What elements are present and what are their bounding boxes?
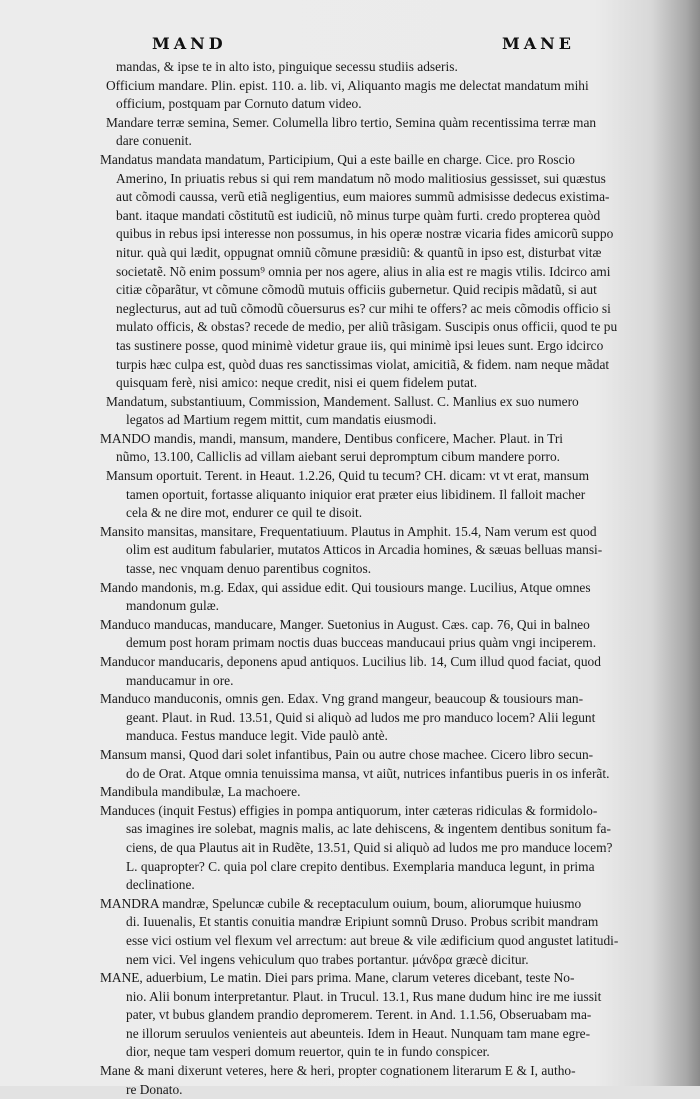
- text-line: ciens, de qua Plautus ait in Rudẽte, 13.51, Quid si aliquò ad ludos me pro manduce locem?: [126, 839, 613, 855]
- text-line: do de Orat. Atque omnia tenuissima mansa, vt aiũt, nutrices infantibus pueris in os inferãt.: [126, 765, 610, 781]
- text-line: sas imagines ire solebat, magnis malis, ac late dehiscens, & ingentem dentibus sonitum fa-: [126, 821, 611, 837]
- text-line: citiæ cõparãtur, vt cõmune cõmodũ mutuis officiis gubernetur. Quid recipis mãdatũ, si aut: [116, 282, 597, 298]
- text-line: pater, vt bubus glandem prandio depromerem. Terent. in And. 1.1.56, Obseruabam ma-: [126, 1007, 592, 1023]
- text-line: Mansum mansi, Quod dari solet infantibus, Pain ou autre chose machee. Cicero libro secun-: [100, 746, 594, 762]
- text-line: demum post horam primam noctis duas bucceas manducaui prius quàm vngi inciperem.: [126, 635, 597, 651]
- dictionary-text-column: [100, 58, 630, 1099]
- text-line: di. Iuuenalis, Et stantis conuitia mandræ Eripiunt somnũ Druso. Probus scribit mandram: [126, 914, 599, 930]
- text-line: Mando mandonis, m.g. Edax, qui assidue edit. Qui tousiours mange. Lucilius, Atque omnes: [100, 579, 591, 595]
- text-line: Manduco manducas, manducare, Manger. Suetonius in August. Cæs. cap. 76, Qui in balneo: [100, 616, 590, 632]
- text-line: declinatione.: [126, 877, 195, 893]
- text-line: manduca. Festus manduce legit. Vide paulò antè.: [126, 728, 388, 744]
- text-line: re Donato.: [126, 1081, 183, 1097]
- text-line: Mandibula mandibulæ, La machoere.: [100, 784, 301, 800]
- text-line: MANDRA mandræ, Speluncæ cubile & receptaculum ouium, boum, aliorumque huiusmo: [100, 895, 582, 911]
- text-line: quibus in rebus ipsi interesse non possumus, in his operæ nostræ vicaria fides amicorũ suppo: [116, 226, 614, 242]
- text-line: nem vici. Vel ingens vehiculum quo trabes portantur. μάνδρα græcè dicitur.: [126, 951, 529, 967]
- text-line: mulato officis, & obstas? recede de medio, per aliũ trãsigam. Suscipis onus officii, quod te pu: [116, 319, 618, 335]
- text-line: Mane & mani dixerunt veteres, here & heri, propter cognationem literarum E & I, autho-: [100, 1063, 576, 1079]
- text-line: bant. itaque mandati cõstitutũ est iudiciũ, nõ minus turpe quàm furti. credo propterea quòd: [116, 207, 601, 223]
- text-line: Manduces (inquit Festus) effigies in pompa antiquorum, inter cæteras ridiculas & formidolo-: [100, 802, 598, 818]
- text-line: tamen oportuit, fortasse aliquanto iniquior erat præter eius libidinem. Il falloit macher: [126, 486, 586, 502]
- text-line: quisquam ferè, nisi amico: neque credit, nisi ei quem fidelem putat.: [116, 375, 478, 391]
- text-line: dare conuenit.: [116, 133, 192, 149]
- text-line: officium, postquam par Cornuto datum video.: [116, 96, 362, 112]
- text-line: cela & ne dire mot, endurer ce quil te disoit.: [126, 505, 363, 521]
- text-line: Mandatum, substantiuum, Commission, Mandement. Sallust. C. Manlius ex suo numero: [106, 393, 579, 409]
- running-header: [0, 34, 700, 56]
- text-line: nio. Alii bonum interpretantur. Plaut. in Trucul. 13.1, Rus mane dudum hinc ire me iussit: [126, 988, 602, 1004]
- text-line: esse vici ostium vel flexum vel arrectum: aut breue & vile ædificium quod angustet latitudi-: [126, 932, 619, 948]
- text-line: tasse, nec vnquam denuo parentibus cognitos.: [126, 561, 372, 577]
- text-line: turpis hæc culpa est, quòd duas res sanctissimas violat, amicitiã, & fidem. nam neque mãdat: [116, 356, 610, 372]
- text-line: mandas, & ipse te in alto isto, pinguique secessu studiis adseris.: [116, 59, 458, 74]
- text-line: Mansito mansitas, mansitare, Frequentatiuum. Plautus in Amphit. 15.4, Nam verum est quod: [100, 523, 597, 539]
- text-line: ne illorum seruulos venienteis aut abeunteis. Idem in Heaut. Nunquam tam mane egre-: [126, 1025, 591, 1041]
- header-left-guide-word: MAND: [152, 34, 227, 53]
- text-line: legatos ad Martium regem mittit, cum mandatis eiusmodi.: [126, 412, 437, 428]
- text-line: aut cõmodi caussa, verũ etiã negligentius, eum maiores summũ admisisse dedecus existima-: [116, 189, 610, 205]
- text-line: tas sustinere posse, quod minimè videtur graue iis, qui minimè ipsi leues sunt. Ergo idcirco: [116, 337, 604, 353]
- text-line: nũmo, 13.100, Calliclis ad villam aiebant serui depromptum cibum mandere porro.: [116, 449, 561, 465]
- text-line: Amerino, In priuatis rebus si qui rem mandatum nõ modo malitiosius gessisset, sui quæstus: [116, 170, 606, 186]
- text-line: L. quapropter? C. quia pol clare crepito dentibus. Exemplaria manduca legunt, in prima: [126, 858, 595, 874]
- header-right-guide-word: MANE: [502, 34, 575, 53]
- text-line: Mandare terræ semina, Semer. Columella libro tertio, Semina quàm recentissima terræ man: [106, 114, 597, 130]
- text-line: neglecturus, aut ad tuũ cõmodũ cõuersurus es? cur mihi te offers? ac meis cõmodis officio si: [116, 300, 611, 316]
- text-line: dior, neque tam vesperi domum reuertor, quin te in fundo conspicer.: [126, 1044, 490, 1060]
- text-line: Mansum oportuit. Terent. in Heaut. 1.2.26, Quid tu tecum? CH. dicam: vt vt erat, mansum: [106, 468, 590, 484]
- text-line: olim est auditum fabularier, mutatos Atticos in Arcadia homines, & sæuas belluas mansi-: [126, 542, 603, 558]
- text-line: Manducor manducaris, deponens apud antiquos. Lucilius lib. 14, Cum illud quod faciat, quod: [100, 654, 601, 669]
- text-line: societatẽ. Nõ enim possum⁹ omnia per nos agere, alius in alia est re magis vtilis. Idcirco ami: [116, 263, 611, 279]
- text-line: manducamur in ore.: [126, 672, 234, 688]
- text-line: mandonum gulæ.: [126, 598, 219, 614]
- text-line: geant. Plaut. in Rud. 13.51, Quid si aliquò ad ludos me pro manduco locem? Alii legunt: [126, 709, 596, 725]
- text-line: Officium mandare. Plin. epist. 110. a. lib. vi, Aliquanto magis me delectat mandatum mihi: [106, 77, 589, 93]
- text-line: nitur. quà qui lædit, oppugnat omniũ cõmune præsidiũ: & quantũ in ipso est, disturbat vitæ: [116, 244, 602, 260]
- text-line: Mandatus mandata mandatum, Participium, Qui a este baille en charge. Cice. pro Roscio: [100, 151, 575, 167]
- text-line: MANDO mandis, mandi, mansum, mandere, Dentibus conficere, Macher. Plaut. in Tri: [100, 430, 564, 446]
- text-line: MANE, aduerbium, Le matin. Diei pars prima. Mane, clarum veteres dicebant, teste No-: [100, 970, 575, 986]
- text-line: Manduco manduconis, omnis gen. Edax. Vng grand mangeur, beaucoup & tousiours man-: [100, 691, 584, 707]
